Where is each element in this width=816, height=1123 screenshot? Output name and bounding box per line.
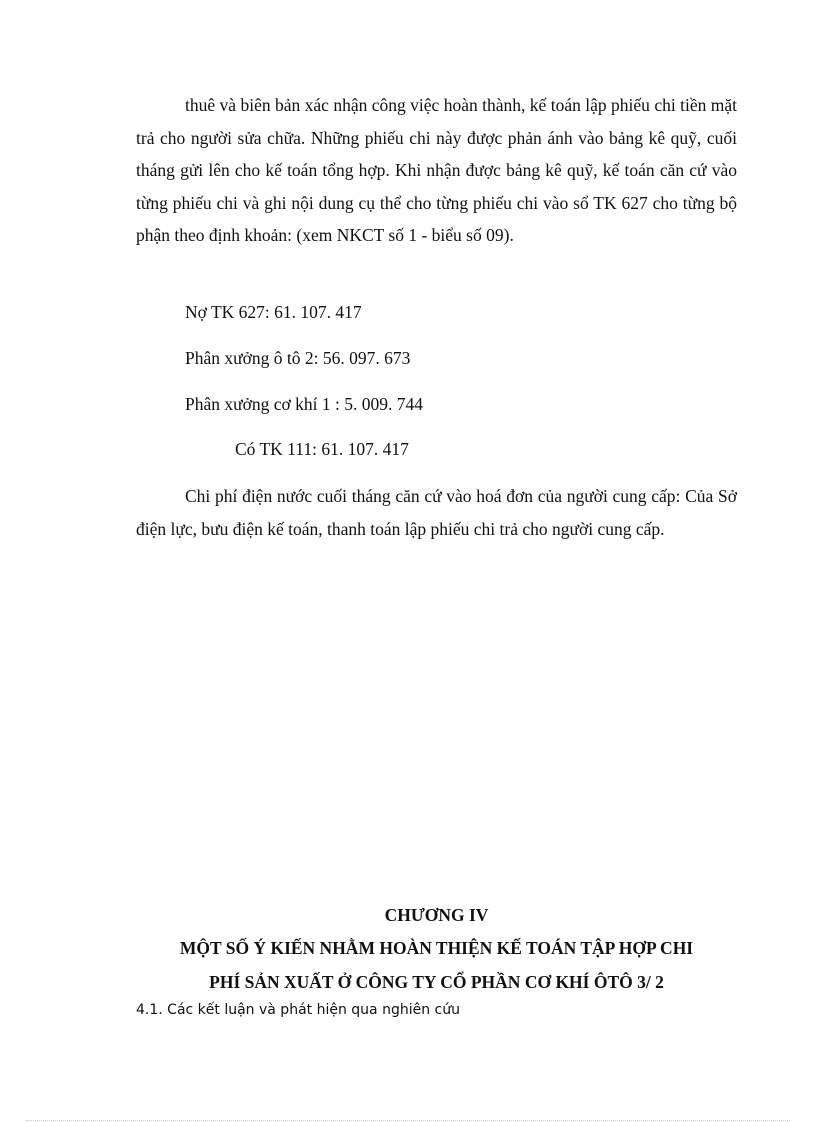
- accounting-entry-workshop-auto: Phân xưởng ô tô 2: 56. 097. 673: [185, 348, 411, 368]
- footer-divider: [26, 1120, 790, 1121]
- section-heading: 4.1. Các kết luận và phát hiện qua nghiên cứu: [136, 1002, 460, 1018]
- accounting-entry-debit: Nợ TK 627: 61. 107. 417: [185, 302, 362, 322]
- body-paragraph: Chi phí điện nước cuối tháng căn cứ vào hoá đơn của người cung cấp: Của Sở điện lực, bưu điện kế toán, thanh toán lập phiếu chi trả cho người cung cấp.: [136, 486, 737, 539]
- chapter-title-line-1: MỘT SỐ Ý KIẾN NHẰM HOÀN THIỆN KẾ TOÁN TẬP HỢP CHI: [179, 938, 694, 958]
- accounting-entry-credit: Có TK 111: 61. 107. 417: [235, 439, 409, 459]
- accounting-entry-workshop-mechanical: Phân xưởng cơ khí 1 : 5. 009. 744: [185, 394, 423, 414]
- body-paragraph: thuê và biên bản xác nhận công việc hoàn thành, kế toán lập phiếu chi tiền mặt trả cho người sửa chữa. Những phiếu chi này được phản ánh vào bảng kê quỹ, cuối tháng gửi lên cho kế toán tổng hợp. Khi nhận được bảng kê quỹ, kế toán căn cứ vào từng phiếu chi và ghi nội dung cụ thể cho từng phiếu chi vào sổ TK 627 cho từng bộ phận theo định khoản: (xem NKCT số 1 - biểu số 09).: [136, 95, 737, 246]
- chapter-title-line-2: PHÍ SẢN XUẤT Ở CÔNG TY CỔ PHẦN CƠ KHÍ ÔTÔ 3/ 2: [209, 972, 664, 992]
- chapter-label: CHƯƠNG IV: [384, 905, 489, 925]
